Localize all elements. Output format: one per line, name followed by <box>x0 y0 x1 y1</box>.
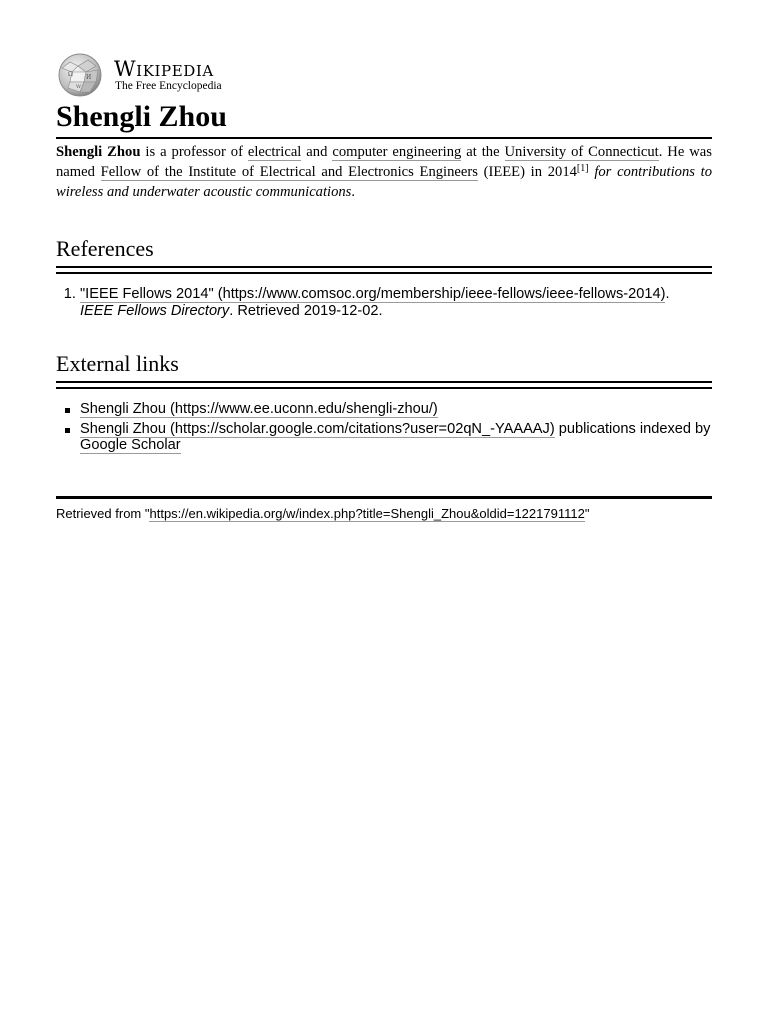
reference-item <box>80 286 712 319</box>
lead-subject: Shengli Zhou <box>56 144 141 160</box>
external-link-item <box>80 421 712 454</box>
external-links-list <box>56 401 712 454</box>
article-page <box>56 52 712 522</box>
wordmark <box>114 58 222 93</box>
wordmark-tagline: The Free Encyclopedia <box>115 79 222 92</box>
wikipedia-logo[interactable] <box>56 52 712 98</box>
link-computer-engineering[interactable]: computer engineering <box>332 144 462 160</box>
lead-text: (IEEE) in 2014 <box>477 164 577 180</box>
references-list <box>56 286 712 319</box>
page-title: Shengli Zhou <box>56 100 712 139</box>
reference-source: IEEE Fellows Directory <box>80 302 230 319</box>
link-electrical[interactable]: electrical <box>247 144 302 160</box>
lead-text: . He was named <box>56 144 712 180</box>
external-link-google-scholar-profile[interactable]: Shengli Zhou (https://scholar.google.com/citations?user=02qN_-YAAAAJ) <box>80 420 555 437</box>
svg-text:И: И <box>86 74 92 81</box>
wikipedia-globe-icon <box>56 52 106 98</box>
link-university-of-connecticut[interactable]: University of Connecticut <box>504 144 659 160</box>
link-google-scholar[interactable]: Google Scholar <box>80 437 181 453</box>
external-link-text: publications indexed by <box>554 420 711 437</box>
reference-retrieved: . Retrieved 2019-12-02. <box>229 302 383 319</box>
references-heading: References <box>56 236 712 268</box>
citation-text: for contributions to wireless and underwater acoustic communications <box>56 164 712 200</box>
retrieved-from-footer <box>56 496 712 522</box>
footer-prefix: Retrieved from " <box>56 505 150 521</box>
external-link-uconn[interactable]: Shengli Zhou (https://www.ee.uconn.edu/shengli-zhou/) <box>80 401 438 417</box>
lead-text: and <box>301 144 333 160</box>
lead-text: is a professor of <box>140 144 248 160</box>
footer-permalink[interactable]: https://en.wikipedia.org/w/index.php?title=Shengli_Zhou&oldid=1221791112 <box>149 505 585 521</box>
reference-link-1[interactable]: [1] <box>576 163 589 174</box>
footer-suffix: " <box>584 505 590 521</box>
lead-text: . <box>351 184 356 200</box>
svg-text:Ω: Ω <box>68 71 73 78</box>
lead-paragraph <box>56 142 712 202</box>
lead-text: at the <box>461 144 505 160</box>
wordmark-title: Wikipedia <box>114 56 214 81</box>
external-link-item <box>80 401 712 418</box>
link-ieee-fellow[interactable]: Fellow of the Institute of Electrical and Electronics Engineers <box>100 164 478 180</box>
reference-text: . <box>665 286 670 302</box>
svg-text:W: W <box>76 84 82 90</box>
reference-link-ieee-fellows-2014[interactable]: "IEEE Fellows 2014" (https://www.comsoc.org/membership/ieee-fellows/ieee-fellows-2014) <box>80 286 666 302</box>
external-links-heading: External links <box>56 351 712 383</box>
